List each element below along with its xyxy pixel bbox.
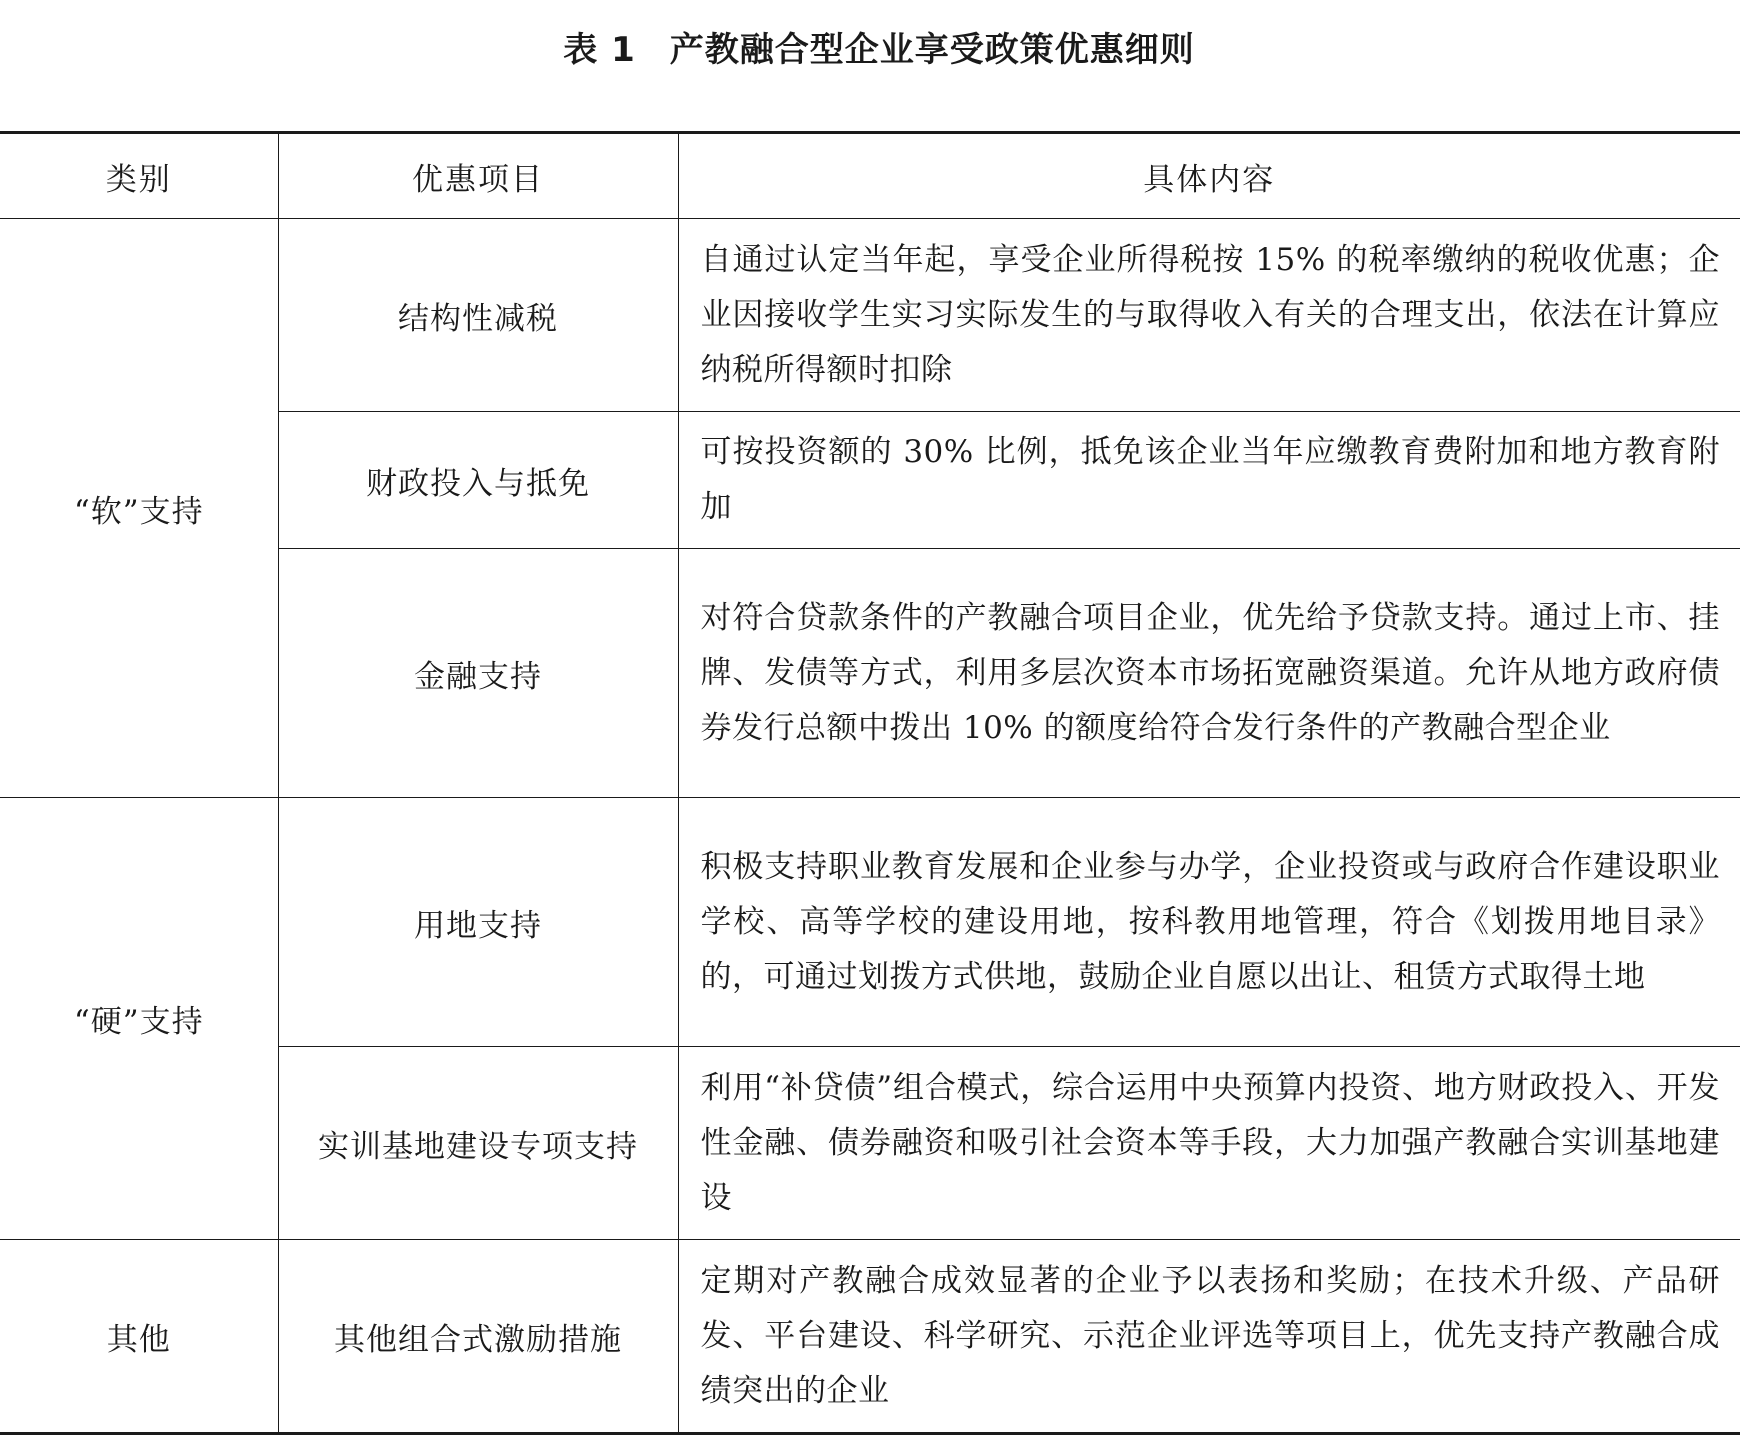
table-title-text: 产教融合型企业享受政策优惠细则: [669, 30, 1195, 70]
content-fiscal-investment: 可按投资额的 30% 比例，抵免该企业当年应缴教育费附加和地方教育附加: [678, 412, 1740, 549]
item-financial-support: 金融支持: [278, 549, 678, 798]
content-structural-tax-cut: 自通过认定当年起，享受企业所得税按 15% 的税率缴纳的税收优惠；企业因接收学生实习实际发生的与取得收入有关的合理支出，依法在计算应纳税所得额时扣除: [678, 219, 1740, 412]
content-financial-support: 对符合贷款条件的产教融合项目企业，优先给予贷款支持。通过上市、挂牌、发债等方式，利用多层次资本市场拓宽融资渠道。允许从地方政府债券发行总额中拨出 10% 的额度给符合发行条件的产教融合型企业: [678, 549, 1740, 798]
policy-table: [0, 131, 1740, 1435]
item-structural-tax-cut: 结构性减税: [278, 219, 678, 412]
header-row: [0, 133, 1740, 219]
item-training-base-support: 实训基地建设专项支持: [278, 1047, 678, 1240]
table-row: [0, 219, 1740, 412]
item-other-incentives: 其他组合式激励措施: [278, 1240, 678, 1434]
header-category: 类别: [0, 133, 278, 219]
content-land-support: 积极支持职业教育发展和企业参与办学，企业投资或与政府合作建设职业学校、高等学校的建设用地，按科教用地管理，符合《划拨用地目录》的，可通过划拨方式供地，鼓励企业自愿以出让、租赁方式取得土地: [678, 798, 1740, 1047]
category-soft-support: “软”支持: [0, 219, 278, 798]
item-fiscal-investment: 财政投入与抵免: [278, 412, 678, 549]
header-item: 优惠项目: [278, 133, 678, 219]
table-row: [0, 1240, 1740, 1434]
content-other-incentives: 定期对产教融合成效显著的企业予以表扬和奖励；在技术升级、产品研发、平台建设、科学研究、示范企业评选等项目上，优先支持产教融合成绩突出的企业: [678, 1240, 1740, 1434]
item-land-support: 用地支持: [278, 798, 678, 1047]
table-row: [0, 798, 1740, 1047]
table-title: [0, 22, 1758, 78]
category-hard-support: “硬”支持: [0, 798, 278, 1240]
table-number: 表 1: [563, 30, 636, 70]
content-training-base-support: 利用“补贷债”组合模式，综合运用中央预算内投资、地方财政投入、开发性金融、债券融资和吸引社会资本等手段，大力加强产教融合实训基地建设: [678, 1047, 1740, 1240]
header-content: 具体内容: [678, 133, 1740, 219]
category-other: 其他: [0, 1240, 278, 1434]
